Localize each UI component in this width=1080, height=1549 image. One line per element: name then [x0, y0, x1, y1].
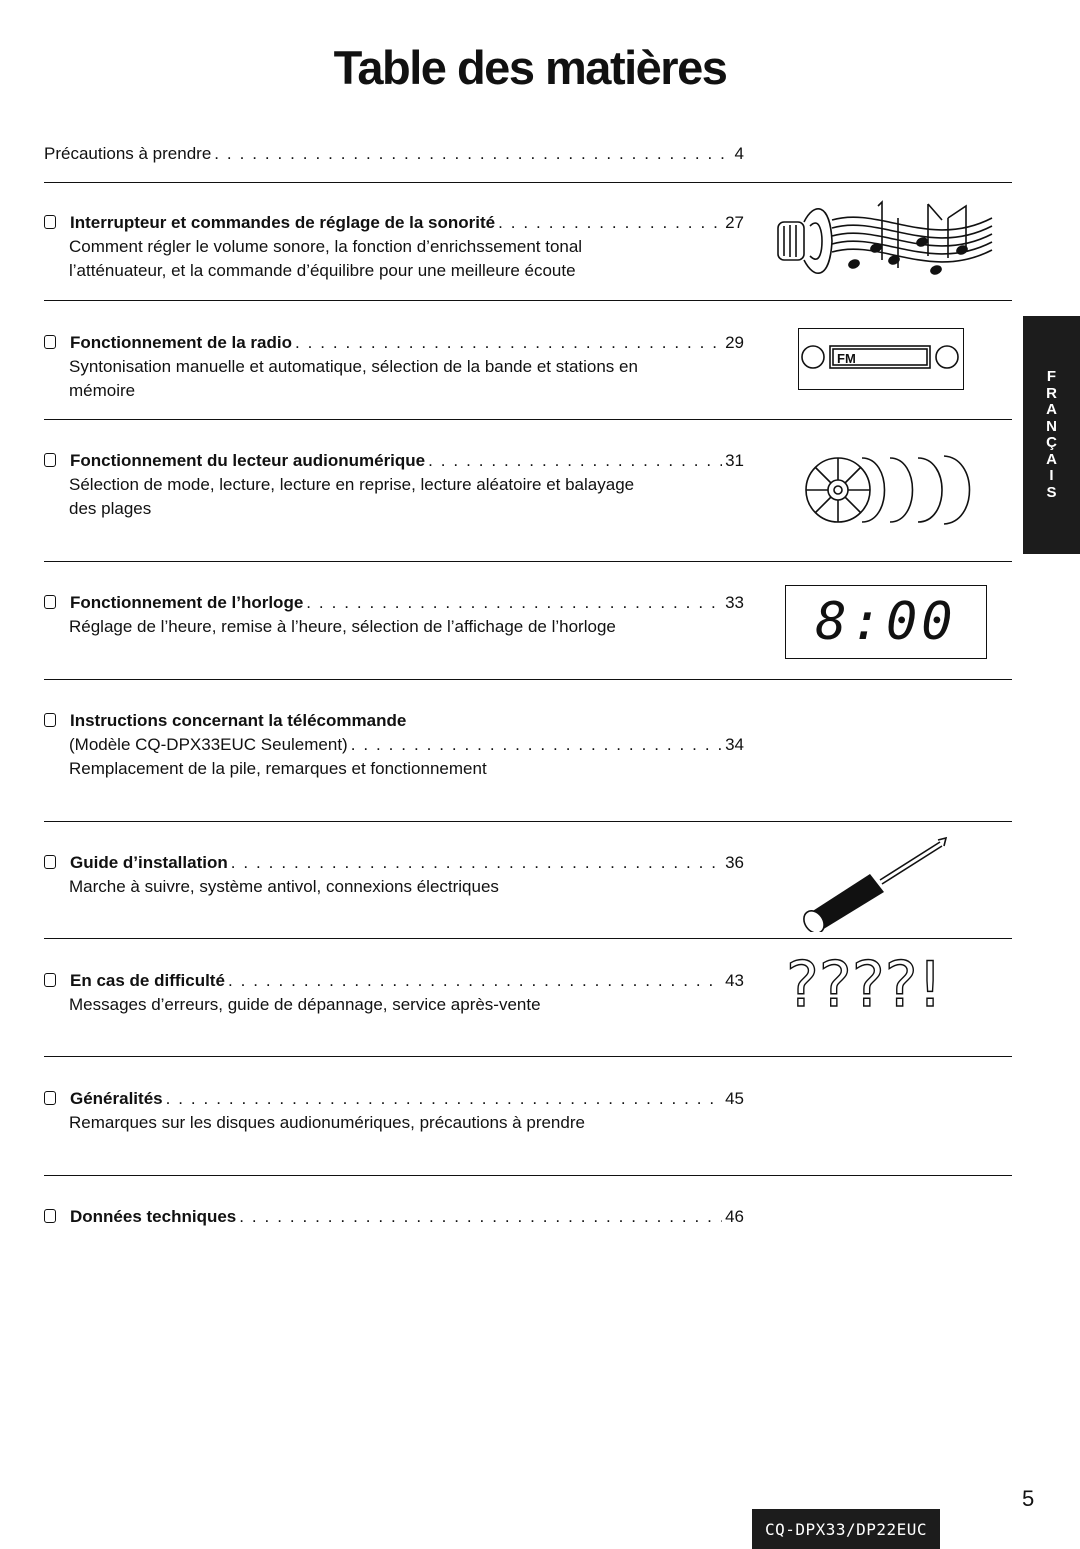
toc-label: Interrupteur et commandes de réglage de la sonorité: [70, 213, 496, 232]
toc-page: 31: [725, 451, 744, 470]
toc-desc-line: des plages: [69, 499, 152, 518]
toc-page: 33: [725, 593, 744, 612]
language-letter: A: [1046, 450, 1057, 468]
toc-label: Fonctionnement de l’horloge: [70, 593, 304, 612]
toc-page: 4: [734, 144, 744, 163]
language-letter: F: [1046, 368, 1057, 385]
screwdriver-icon: [800, 836, 950, 932]
leader-dots: [228, 969, 722, 993]
checkbox-icon: [44, 1209, 56, 1223]
language-letter: A: [1046, 401, 1057, 418]
toc-page: 45: [725, 1089, 744, 1108]
checkbox-icon: [44, 1091, 56, 1105]
language-letter: N: [1046, 417, 1057, 435]
model-number-tab: CQ-DPX33/DP22EUC: [752, 1509, 940, 1549]
radio-illustration: [798, 328, 964, 390]
speaker-music-notes-icon: [770, 198, 1000, 288]
toc-desc-line: Réglage de l’heure, remise à l’heure, sélection de l’affichage de l’horloge: [69, 617, 616, 636]
divider: [44, 561, 1012, 562]
toc-entry-troubleshooting[interactable]: [44, 969, 744, 1017]
language-letter: I: [1049, 467, 1054, 484]
clock-display: [785, 585, 987, 659]
leader-dots: [498, 211, 722, 235]
divider: [44, 300, 1012, 301]
leader-dots: [428, 449, 722, 473]
toc-desc-line: Marche à suivre, système antivol, connexions électriques: [69, 877, 499, 896]
divider: [44, 1175, 1012, 1176]
checkbox-icon: [44, 713, 56, 727]
checkbox-icon: [44, 595, 56, 609]
leader-dots: [239, 1205, 722, 1229]
toc-page: 46: [725, 1207, 744, 1226]
language-letter: S: [1046, 483, 1057, 501]
toc-entry-cd-player[interactable]: [44, 449, 744, 521]
toc-desc-line: Remarques sur les disques audionumériques, précautions à prendre: [69, 1113, 585, 1132]
toc-entry-radio[interactable]: [44, 331, 744, 403]
checkbox-icon: [44, 215, 56, 229]
divider: [44, 419, 1012, 420]
page-number: 5: [1022, 1486, 1035, 1511]
toc-page: 36: [725, 853, 744, 872]
toc-page: 29: [725, 333, 744, 352]
toc-page: 27: [725, 213, 744, 232]
checkbox-icon: [44, 453, 56, 467]
toc-label: Instructions concernant la télécommande: [70, 711, 407, 730]
leader-dots: [295, 331, 722, 355]
toc-entry-clock[interactable]: [44, 591, 744, 639]
divider: [44, 182, 1012, 183]
divider: [44, 1056, 1012, 1057]
toc-label: Généralités: [70, 1089, 163, 1108]
divider: [44, 679, 1012, 680]
toc-label: Précautions à prendre: [44, 144, 212, 163]
toc-entry-general[interactable]: [44, 1087, 744, 1135]
checkbox-icon: [44, 973, 56, 987]
toc-entry-sound-controls[interactable]: [44, 211, 744, 283]
toc-label: En cas de difficulté: [70, 971, 225, 990]
leader-dots: [214, 142, 731, 166]
checkbox-icon: [44, 855, 56, 869]
leader-dots: [231, 851, 722, 875]
toc-label: Données techniques: [70, 1207, 237, 1226]
question-marks-icon: [786, 948, 986, 1032]
leader-dots: [306, 591, 722, 615]
toc-desc-line: Remplacement de la pile, remarques et fonctionnement: [69, 759, 487, 778]
leader-dots: [351, 733, 722, 757]
toc-label: Guide d’installation: [70, 853, 228, 872]
toc-desc-line: Comment régler le volume sonore, la fonction d’enrichssement tonal: [69, 237, 583, 256]
toc-label: Fonctionnement de la radio: [70, 333, 292, 352]
page-title: Table des matières: [333, 41, 727, 94]
language-letter: R: [1046, 384, 1057, 402]
toc-entry-precautions[interactable]: [44, 142, 744, 166]
toc-desc-line: Syntonisation manuelle et automatique, sélection de la bande et stations en: [69, 357, 638, 376]
leader-dots: [166, 1087, 722, 1111]
toc-page: 43: [725, 971, 744, 990]
toc-entry-specs[interactable]: [44, 1205, 744, 1229]
toc-desc-line: Messages d’erreurs, guide de dépannage, service après-vente: [69, 995, 541, 1014]
clock-time: 8:00: [815, 592, 957, 652]
trouble-marks: ????!: [786, 948, 943, 1021]
toc-desc-line: mémoire: [69, 381, 136, 400]
cd-disc-icon: [800, 452, 980, 528]
toc-desc-line: l’atténuateur, et la commande d’équilibre pour une meilleure écoute: [69, 261, 576, 280]
toc-page: 34: [725, 735, 744, 754]
toc-label: Fonctionnement du lecteur audionumérique: [70, 451, 426, 470]
language-tab: [1023, 316, 1080, 554]
toc-subline: (Modèle CQ-DPX33EUC Seulement): [69, 735, 348, 754]
checkbox-icon: [44, 335, 56, 349]
divider: [44, 938, 1012, 939]
language-letter: Ç: [1046, 434, 1057, 451]
toc-entry-installation[interactable]: [44, 851, 744, 899]
toc-desc-line: Sélection de mode, lecture, lecture en reprise, lecture aléatoire et balayage: [69, 475, 635, 494]
divider: [44, 821, 1012, 822]
toc-entry-remote[interactable]: [44, 709, 744, 781]
radio-band-label: FM: [837, 351, 856, 366]
